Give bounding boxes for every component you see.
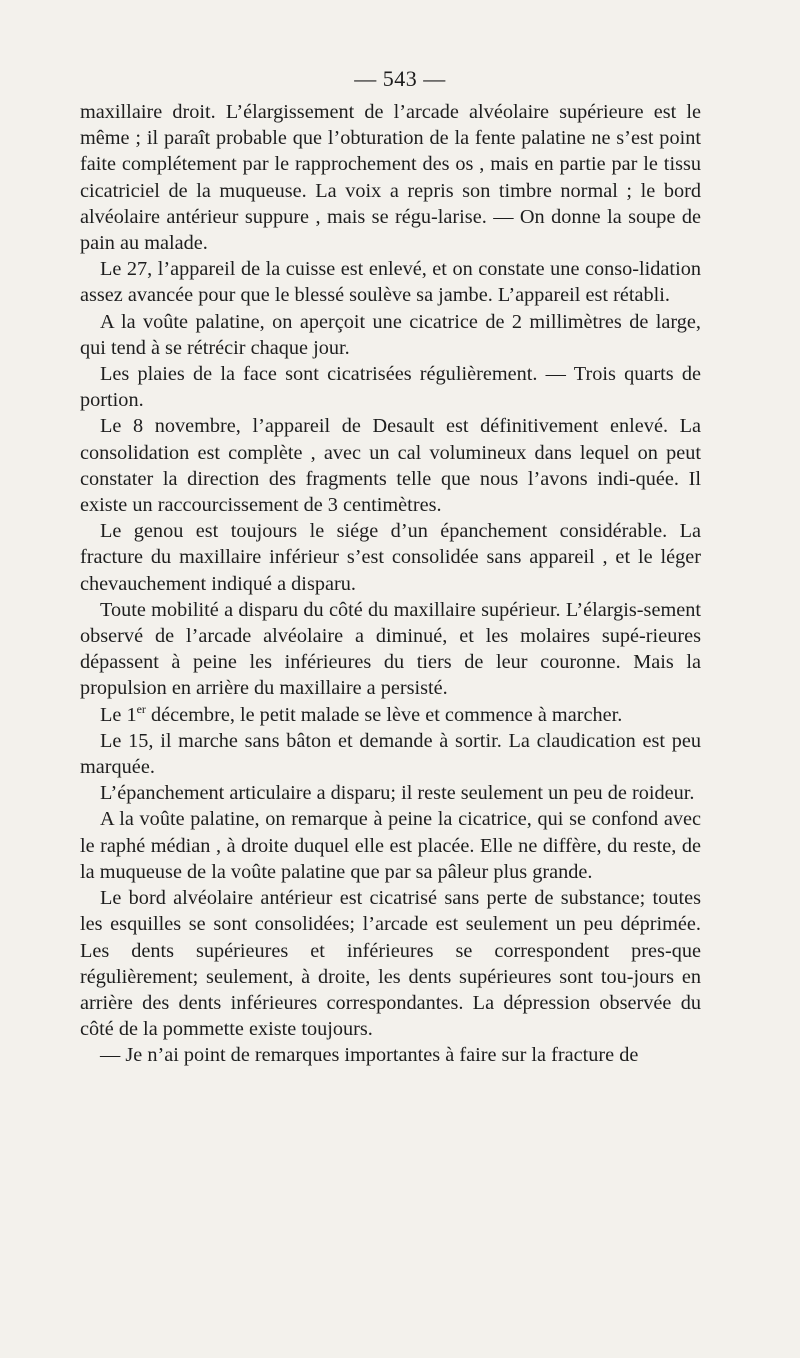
ordinal-superscript: er — [136, 701, 146, 716]
paragraph-last: — Je n’ai point de remarques importantes à faire sur la fracture de — [100, 1044, 639, 1067]
paragraph: Le genou est toujours le siége d’un épanchement considérable. La fracture du maxillaire inférieur s’est consolidée sans appareil , et le léger chevauchement indiqué a disparu. — [80, 520, 701, 595]
paragraph: Le bord alvéolaire antérieur est cicatrisé sans perte de substance; toutes les esquilles se sont consolidées; l’arcade est seulement un peu déprimée. Les dents supérieures et inférieures se correspondent pres-que régulièrement; seulement, à droite, les dents supérieures sont tou-jours en arrière des dents inférieures correspondantes. La dépression observée du côté de la pommette existe toujours. — [80, 887, 701, 1041]
body-text — [80, 99, 701, 1069]
paragraph-december — [80, 702, 701, 728]
page-number: — 543 — — [354, 66, 446, 91]
paragraph: A la voûte palatine, on remarque à peine la cicatrice, qui se confond avec le raphé médian , à droite duquel elle est placée. Elle ne diffère, du reste, de la muqueuse de la voûte palatine que par sa pâleur plus grande. — [80, 808, 701, 883]
paragraph: A la voûte palatine, on aperçoit une cicatrice de 2 millimètres de large, qui tend à se rétrécir chaque jour. — [80, 310, 701, 359]
paragraph-continuation: maxillaire droit. L’élargissement de l’arcade alvéolaire supérieure est le même ; il paraît probable que l’obturation de la fente palatine ne s’est point faite complétement par le rapprochement des os , mais en partie par le tissu cicatriciel de la muqueuse. La voix a repris son timbre normal ; le bord alvéolaire antérieur suppure , mais se régu-larise. — On donne la soupe de pain au malade. — [80, 101, 701, 255]
paragraph: Les plaies de la face sont cicatrisées régulièrement. — Trois quarts de portion. — [80, 363, 701, 412]
paragraph: Le 8 novembre, l’appareil de Desault est définitivement enlevé. La consolidation est complète , avec un cal volumineux dans lequel on peut constater la direction des fragments telle que nous l’avons indi-quée. Il existe un raccourcissement de 3 centimètres. — [80, 415, 701, 517]
paragraph: L’épanchement articulaire a disparu; il reste seulement un peu de roideur. — [100, 782, 695, 805]
december-rest: décembre, le petit malade se lève et commence à marcher. — [145, 703, 623, 726]
paragraph: Le 15, il marche sans bâton et demande à sortir. La claudication est peu marquée. — [80, 729, 701, 779]
paragraph: Toute mobilité a disparu du côté du maxillaire supérieur. L’élargis-sement observé de l’arcade alvéolaire a diminué, et les molaires supé-rieures dépassent à peine les inférieures du tiers de leur couronne. Mais la propulsion en arrière du maxillaire a persisté. — [80, 598, 701, 700]
paragraph: Le 27, l’appareil de la cuisse est enlevé, et on constate une conso-lidation assez avancée pour que le blessé soulève sa jambe. L’appareil est rétabli. — [80, 258, 701, 307]
december-prefix: Le 1 — [100, 703, 137, 726]
